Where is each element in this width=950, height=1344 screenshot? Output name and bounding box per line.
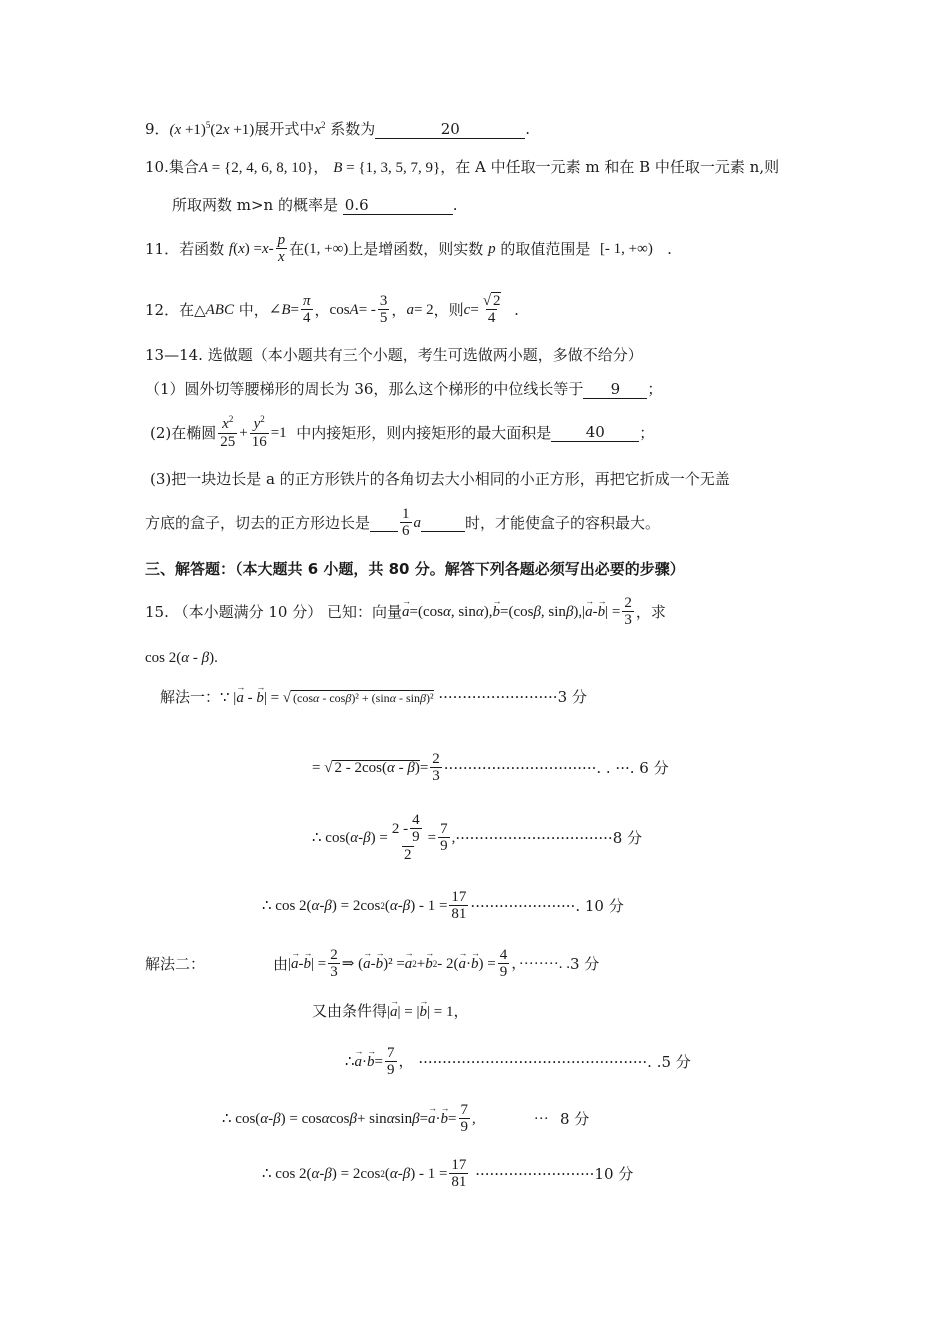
q13-part1-answer: 9 [583, 381, 647, 399]
q13-part3: (3)把一块边长是 a 的正方形铁片的各角切去大小相同的小正方形，再把它折成一个无盖 [150, 470, 730, 488]
question-15-target: cos 2(α - β). [145, 650, 218, 666]
solution-2-step2: 又由条件得|→ a| = |→ b| = 1， [312, 1004, 468, 1020]
question-10: 10.集合A = {2, 4, 6, 8, 10}， B = {1, 3, 5, 7, 9}，在 A 中任取一元素 m 和在 B 中任取一元素 n,则 [145, 158, 780, 176]
solution-1-step3: ∴ cos( α - β ) = 2 - $\frac{4}{9}$ 2 = $\frac{7}{9}$ , ································· 8 分 [312, 811, 643, 864]
solution-1-step1: 解法一：∵ |→ a - → b| = √ (cosα - cosβ)² + (sinα - sinβ)² ·························3 分 [160, 690, 587, 706]
question-12: 12． 在△ ABC 中， ∠ B = $\frac{\pi}{4}$ ， cos A = - $\frac{3}{5}$ ， a = 2 ，则 c = $\frac{√ 2}{4}$ . [145, 292, 519, 327]
q13-part2: (2)在椭圆 $\frac{x^2}{25}$ + $\frac{y^2}{16}$ =1 中内接矩形，则内接矩形的最大面积是 40 ； [150, 414, 655, 450]
q10-answer: 0.6 [343, 197, 453, 215]
q13-part1: （1）圆外切等腰梯形的周长为 36，那么这个梯形的中位线长等于 9 ； [145, 380, 663, 398]
question-10-line2: 所取两数 m>n 的概率是 0.6 . [172, 196, 458, 214]
q13-part3-line2: 方底的盒子，切去的正方形边长是 $\frac{1}{6}$ a 时，才能使盒子的容积最大。 [145, 505, 661, 540]
question-15: 15. （本小题满分 10 分） 已知：向量 → a =(cos α , sin α ), → b =(cos β , sin β ),| → a - → b | = $\frac{2}{3}$ ，求 [145, 590, 666, 634]
question-9: 9．$(x +1)^5(2x +1)$展开式中$x^2$ 系数为 20 . [145, 120, 531, 138]
solution-1-step4: ∴ cos 2( α - β ) = 2cos 2 ( α - β ) - 1 = $\frac{17}{81}$ ······················. 10 分 [262, 888, 624, 923]
q9-answer: 20 [375, 121, 525, 139]
solution-2-step4: ∴ cos( α - β ) = cos α cos β + sin α sin β = → a · → b = $\frac{7}{9}$ , ··· 8 分 [222, 1097, 589, 1141]
solution-2-step5: ∴ cos 2( α - β ) = 2cos 2 ( α - β ) - 1 = $\frac{17}{81}$ ························· 10 分 [262, 1156, 634, 1191]
q13-heading: 13—14. 选做题（本小题共有三个小题，考生可选做两小题，多做不给分） [145, 346, 643, 364]
section-3-heading: 三、解答题：（本大题共 6 小题，共 80 分。解答下列各题必须写出必要的步骤） [145, 560, 685, 578]
solution-1-step2: = √ 2 - 2cos(α - β) = $\frac{2}{3}$ ································. . ···. 6 分 [312, 750, 669, 785]
question-11: 11． 若函数 f ( x ) = x - $\frac{p}{x}$ 在 (1, +∞) 上是增函数，则实数 p 的取值范围是 [- 1, +∞) . [145, 231, 672, 266]
q9-text: 展开式中 [254, 120, 315, 138]
q13-part2-answer: 40 [551, 424, 639, 442]
solution-2-step3: ∴ → a · → b = $\frac{7}{9}$ ， ················································. . 5 分 [345, 1040, 691, 1084]
solution-2-step1: 解法二： 由 | → a - → b | = $\frac{2}{3}$ ⇒ ( → a - → b )² = → a 2 + → b 2 - 2( → a · → b ) = $\frac{4}{9}$ ，········. . 3 分 [145, 942, 599, 986]
